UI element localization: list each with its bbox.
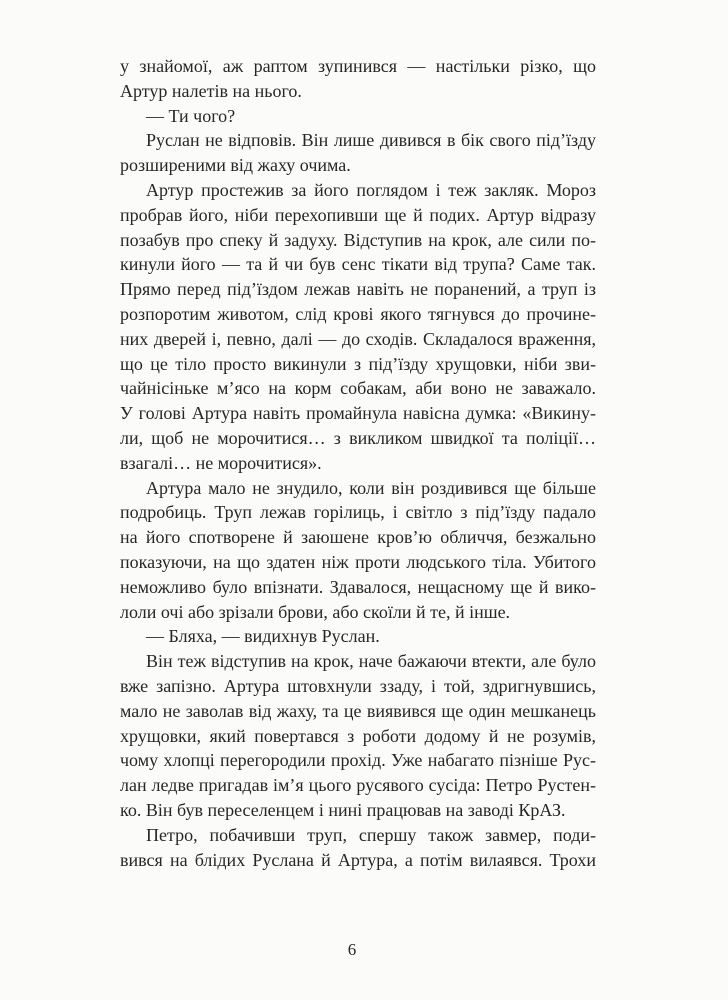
text-line: — Бляха, — видихнув Руслан. [146,626,380,647]
text-line: Артур налетів на нього. [120,80,302,101]
text-line: них дверей і, певно, далі — до сходів. Складалося враження, [120,328,596,349]
paragraph [120,624,596,649]
text-line: у знайомої, аж раптом зупинився — настільки різко, що [120,56,596,76]
text-line: Артура мало не знудило, коли він роздивився ще більше [146,477,596,498]
book-page-text [120,54,596,872]
text-line: що це тіло просто викинули з під’їзду хрущовки, ніби зви- [120,353,596,374]
text-line: взагалі… не морочитися». [120,452,322,473]
paragraph [120,104,596,129]
text-line: чайнісіньке м’ясо на корм собакам, аби воно не заважало. [120,378,596,399]
paragraph [120,54,596,104]
text-line: показуючи, на що здатен ніж проти людського тіла. Убитого [120,551,596,572]
text-line: Прямо перед під’їздом лежав навіть не поранений, а труп із [120,279,596,300]
text-line: подробиць. Труп лежав горілиць, і світло з під’їзду падало [120,502,596,523]
paragraph [120,476,596,625]
paragraph [120,649,596,823]
text-line: Артур простежив за його поглядом і теж закляк. Мороз [146,179,596,200]
text-line: розпоротим животом, слід крові якого тягнувся до прочине- [120,303,596,324]
text-line: пробрав його, ніби перехопивши ще й подих. Артур відразу [120,204,596,225]
text-line: розширеними від жаху очима. [120,155,351,176]
paragraph [120,128,596,178]
text-line: — Ти чого? [146,105,236,126]
text-line: лоли очі або зрізали брови, або скоїли й те, й інше. [120,601,511,622]
paragraph [120,178,596,476]
text-line: мало не заволав від жаху, та це виявився ще один мешканець [120,700,596,721]
text-line: Він теж відступив на крок, наче бажаючи втекти, але було [146,651,596,672]
text-line: ли, щоб не морочитися… з викликом швидкої та поліції… [120,427,596,448]
text-line: У голові Артура навіть промайнула навісна думка: «Викину- [120,403,596,424]
page-number: 6 [347,940,357,959]
text-line: вився на блідих Руслана й Артура, а потім вилаявся. Трохи [120,849,596,870]
text-line: вже запізно. Артура штовхнули ззаду, і той, здригнувшись, [120,675,596,696]
text-line: кинули його — та й чи був сенс тікати від трупа? Саме так. [120,254,596,275]
text-line: Петро, побачивши труп, спершу також завмер, поди- [146,824,596,845]
paragraph [120,823,596,873]
text-line: Руслан не відповів. Він лише дивився в бік свого під’їзду [146,130,596,151]
text-line: лан ледве пригадав ім’я цього русявого сусіда: Петро Рустен- [120,775,596,796]
text-line: хрущовки, який повертався з роботи додому й не розумів, [120,725,596,746]
text-line: на його спотворене й заюшене кров’ю обличчя, безжально [120,527,596,548]
text-line: ко. Він був переселенцем і нині працював на заводі КрАЗ. [120,799,566,820]
text-line: неможливо було впізнати. Здавалося, нещасному ще й вико- [120,576,596,597]
text-line: чому хлопці перегородили прохід. Уже набагато пізніше Рус- [120,750,596,771]
text-line: позабув про спеку й задуху. Відступив на крок, але сили по- [120,229,596,250]
